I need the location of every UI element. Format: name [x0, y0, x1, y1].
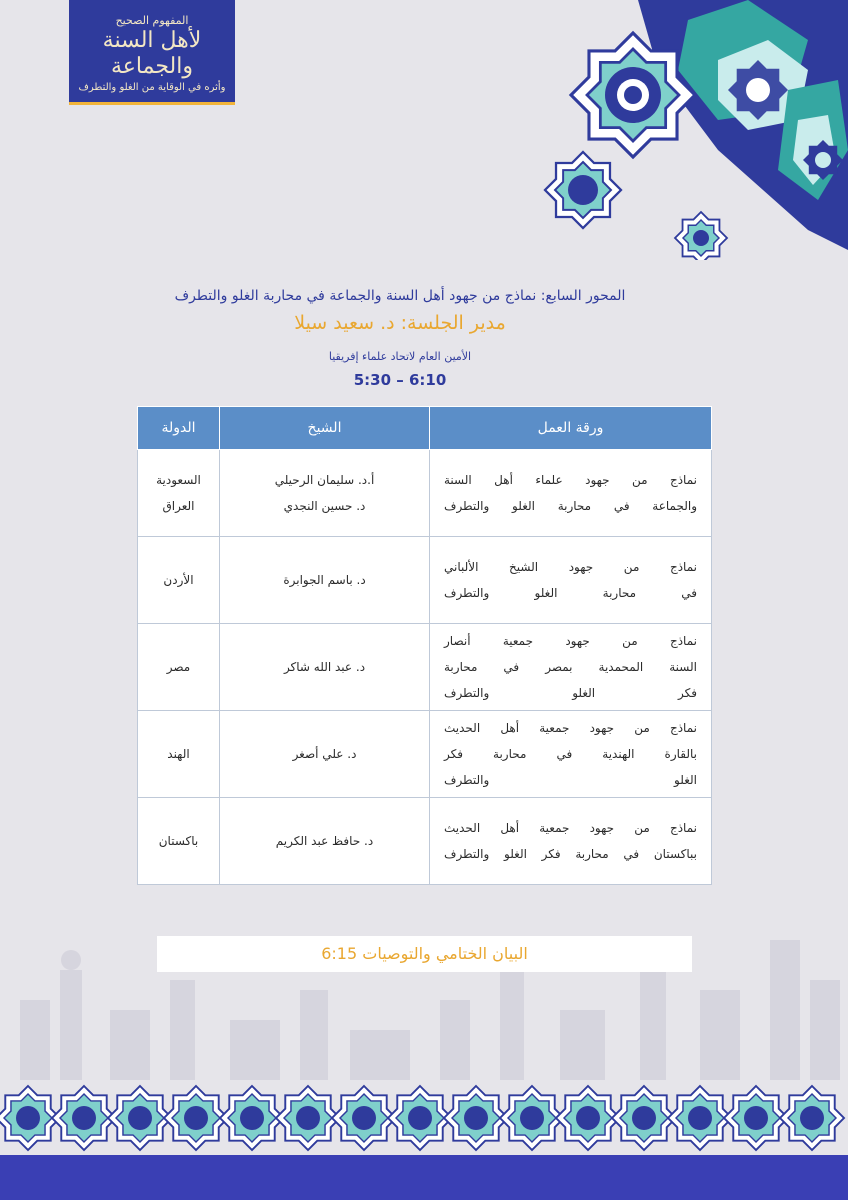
shaykh-name: د. حافظ عبد الكريم: [275, 834, 374, 848]
paper-line: نماذج من جهود جمعية أنصار: [444, 634, 697, 648]
table-row: [138, 537, 712, 624]
table-row: [138, 798, 712, 885]
city-skyline-graphic: [0, 880, 848, 1080]
closing-statement: [157, 936, 692, 972]
star-medallion: [52, 1086, 116, 1150]
country-cell: [138, 798, 220, 885]
paper-line: فكر الغلو والتطرف: [444, 686, 697, 700]
decorative-border-strip: [0, 1082, 848, 1154]
star-medallion: [724, 1086, 788, 1150]
star-medallion: [780, 1086, 844, 1150]
closing-time: 6:15: [321, 944, 358, 963]
paper-line: في محاربة الغلو والتطرف: [444, 586, 697, 600]
paper-line: نماذج من جهود جمعية أهل الحديث: [444, 721, 697, 735]
star-medallion: [220, 1086, 284, 1150]
paper-line: الغلو والتطرف: [444, 773, 697, 787]
shaykh-name: أ.د. سليمان الرحيلي: [274, 473, 375, 487]
star-medallion: [276, 1086, 340, 1150]
country-name: العراق: [162, 499, 195, 513]
header-paper: ورقة العمل: [430, 407, 712, 450]
shaykh-cell: [220, 450, 430, 537]
country-cell: [138, 450, 220, 537]
paper-line: السنة المحمدية بمصر في محاربة: [444, 660, 697, 674]
paper-line: بالقارة الهندية في محاربة فكر: [444, 747, 697, 761]
star-medallion: [164, 1086, 228, 1150]
shaykh-name: د. عبد الله شاكر: [283, 660, 366, 674]
moderator-role: الأمين العام لاتحاد علماء إفريقيا: [328, 350, 472, 363]
header-shaykh: الشيخ: [220, 407, 430, 450]
closing-label: البيان الختامي والتوصيات: [362, 944, 528, 963]
country-name: باكستان: [158, 834, 199, 848]
paper-cell: [430, 624, 712, 711]
country-cell: [138, 624, 220, 711]
star-medallion: [668, 1086, 732, 1150]
bottom-color-bar: [0, 1155, 848, 1200]
country-name: مصر: [166, 660, 191, 674]
logo-line-3: وأثره في الوقاية من الغلو والتطرف: [78, 82, 226, 93]
table-row: [138, 624, 712, 711]
axis-title: المحور السابع: نماذج من جهود أهل السنة والجماعة في محاربة الغلو والتطرف: [174, 288, 626, 304]
geometric-ornament: [388, 0, 848, 260]
shaykh-cell: [220, 798, 430, 885]
table-header-row: [138, 407, 712, 450]
star-medallion: [500, 1086, 564, 1150]
session-time: 6:10 – 5:30: [353, 371, 447, 389]
star-medallion: [612, 1086, 676, 1150]
star-medallion: [444, 1086, 508, 1150]
star-medallion: [108, 1086, 172, 1150]
logo-line-1: المفهوم الصحيح: [115, 14, 189, 27]
logo-line-2: لأهل السنة والجماعة: [102, 28, 202, 79]
shaykh-name: د. باسم الجوابرة: [283, 573, 366, 587]
schedule-table: [137, 406, 712, 885]
shaykh-cell: [220, 711, 430, 798]
paper-line: والجماعة في محاربة الغلو والتطرف: [444, 499, 697, 513]
star-medallion: [556, 1086, 620, 1150]
paper-cell: [430, 711, 712, 798]
table-row: [138, 711, 712, 798]
shaykh-cell: [220, 624, 430, 711]
logo-gold-edge: [69, 102, 235, 105]
paper-line: نماذج من جهود الشيخ الألباني: [444, 560, 697, 574]
shaykh-name: د. علي أصغر: [292, 747, 357, 761]
country-name: الهند: [167, 747, 190, 761]
country-name: الأردن: [163, 573, 194, 587]
conference-logo: [69, 0, 235, 102]
paper-cell: [430, 798, 712, 885]
paper-line: بباكستان في محاربة فكر الغلو والتطرف: [444, 847, 697, 861]
star-medallion: [332, 1086, 396, 1150]
paper-line: نماذج من جهود علماء أهل السنة: [444, 473, 697, 487]
country-name: السعودية: [156, 473, 201, 487]
header-country: الدولة: [138, 407, 220, 450]
table-row: [138, 450, 712, 537]
shaykh-name: د. حسين النجدي: [283, 499, 366, 513]
paper-cell: [430, 450, 712, 537]
country-cell: [138, 711, 220, 798]
shaykh-cell: [220, 537, 430, 624]
paper-cell: [430, 537, 712, 624]
star-medallion: [388, 1086, 452, 1150]
session-moderator: مدير الجلسة: د. سعيد سيلا: [294, 312, 506, 334]
paper-line: نماذج من جهود جمعية أهل الحديث: [444, 821, 697, 835]
country-cell: [138, 537, 220, 624]
